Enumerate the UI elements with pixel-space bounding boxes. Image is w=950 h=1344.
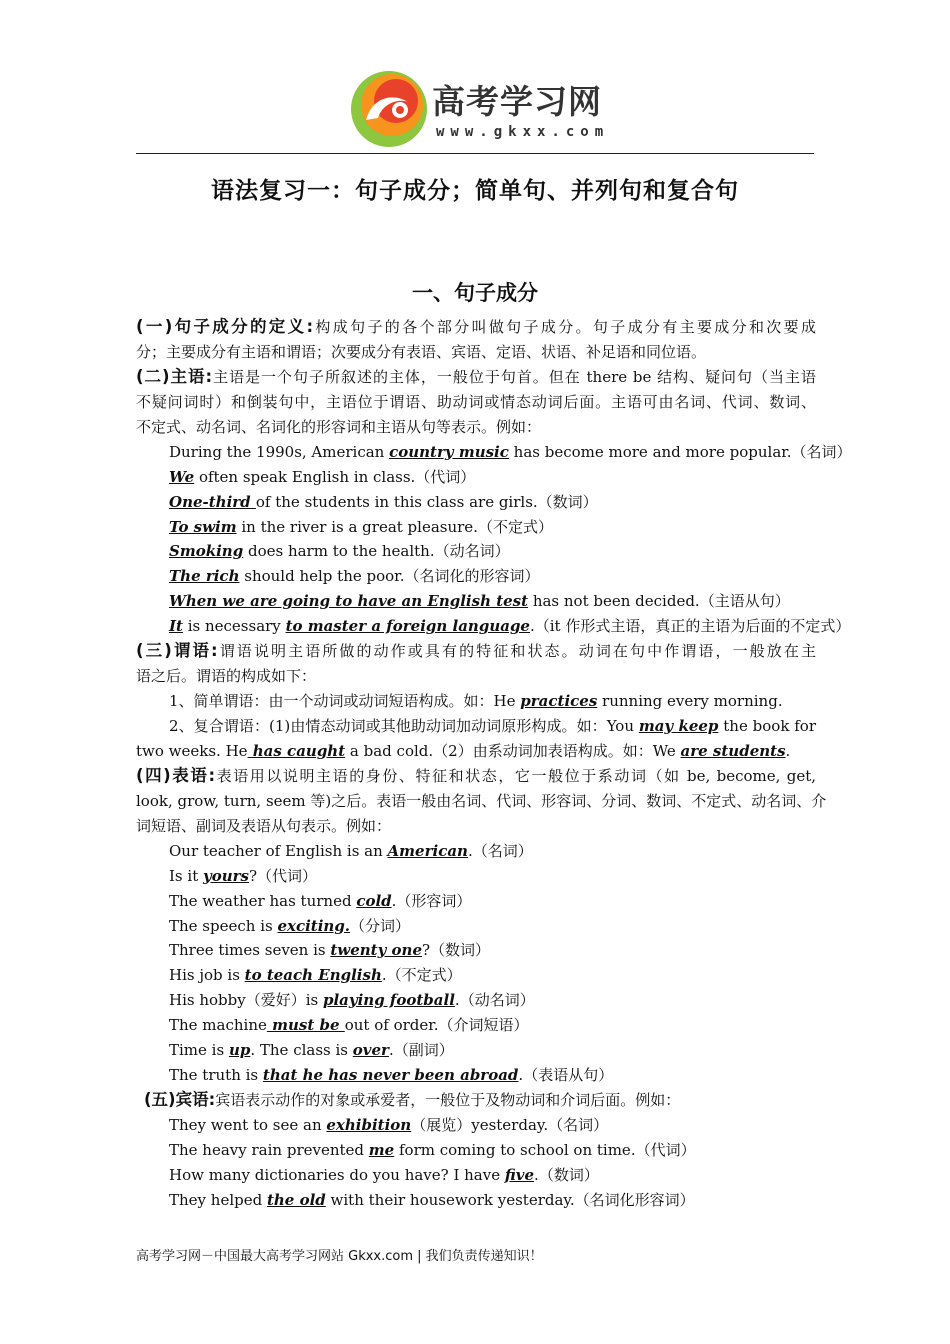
example-text: Our teacher of English is an bbox=[169, 841, 388, 860]
predicate-point bbox=[136, 689, 816, 714]
example-text: His hobby（爱好）is bbox=[169, 991, 323, 1010]
paragraph-text: the book for bbox=[718, 717, 816, 735]
logo-url: www.gkxx.com bbox=[436, 124, 610, 140]
paragraph-text: 2、复合谓语：(1)由情态动词或其他助动词加动词原形构成。如：You bbox=[169, 717, 639, 735]
example-text: The heavy rain prevented bbox=[169, 1140, 369, 1159]
example-sentence bbox=[136, 864, 816, 889]
example-highlight: One-third bbox=[169, 492, 256, 511]
example-text: .（形容词） bbox=[391, 891, 472, 910]
example-text: has become more and more popular.（名词） bbox=[508, 442, 852, 461]
example-sentence bbox=[136, 564, 816, 589]
heading-subject: (二)主语: bbox=[136, 366, 213, 386]
example-highlight: cold bbox=[356, 891, 392, 910]
example-text: His job is bbox=[169, 966, 245, 985]
paragraph-text: 不疑问词时）和倒装句中，主语位于谓语、助动词或情态动词后面。主语可由名词、代词、数词、 bbox=[136, 392, 816, 411]
site-logo bbox=[348, 68, 618, 150]
header-divider bbox=[136, 153, 814, 154]
example-highlight: Smoking bbox=[169, 542, 244, 561]
example-text: The truth is bbox=[169, 1066, 263, 1085]
example-highlight: over bbox=[352, 1041, 389, 1060]
example-text: Is it bbox=[169, 866, 203, 885]
example-highlight: must be bbox=[266, 1016, 345, 1035]
example-highlight: to teach English bbox=[244, 966, 382, 985]
example-highlight: me bbox=[368, 1140, 395, 1159]
page-footer: 高考学习网－中国最大高考学习网站 Gkxx.com | 我们负责传递知识！ bbox=[136, 1249, 543, 1264]
predicate-paragraph-line bbox=[136, 664, 816, 689]
example-sentence bbox=[136, 614, 851, 639]
example-highlight: yours bbox=[202, 866, 249, 885]
predicative-paragraph-line bbox=[136, 764, 816, 789]
document-title: 语法复习一：句子成分；简单句、并列句和复合句 bbox=[211, 177, 739, 204]
paragraph-text: 1、简单谓语：由一个动词或动词短语构成。如：He bbox=[169, 692, 521, 711]
example-text: Time is bbox=[169, 1041, 229, 1060]
example-sentence bbox=[136, 1163, 816, 1188]
example-sentence bbox=[136, 515, 816, 540]
example-highlight: playing football bbox=[322, 991, 455, 1010]
paragraph-text: 语之后。谓语的构成如下： bbox=[136, 667, 317, 686]
example-text: has not been decided.（主语从句） bbox=[528, 592, 790, 611]
example-highlight: American bbox=[387, 841, 468, 860]
paragraph-text: 表语用以说明主语的身份、特征和状态，它一般位于系动词（如 be, become, get, bbox=[215, 766, 816, 785]
example-highlight: It bbox=[169, 617, 183, 636]
paragraph-text: 主语是一个句子所叙述的主体，一般位于句首。但在 there be 结构、疑问句（当主语 bbox=[212, 367, 816, 386]
predicate-paragraph-line bbox=[136, 639, 816, 664]
example-highlight: When we are going to have an English test bbox=[169, 592, 529, 611]
predicative-paragraph-line bbox=[136, 789, 827, 814]
example-text: ?（代词） bbox=[248, 866, 318, 885]
definition-paragraph-line bbox=[136, 315, 816, 340]
paragraph-text: a bad cold.（2）由系动词加表语构成。如：We bbox=[345, 741, 681, 760]
example-highlight: five bbox=[504, 1165, 535, 1184]
paragraph-text: 谓语说明主语所做的动作或具有的特征和状态。动词在句中作谓语，一般放在主 bbox=[217, 642, 816, 661]
example-highlight: that he has never been abroad bbox=[262, 1066, 519, 1085]
example-highlight: exhibition bbox=[326, 1116, 412, 1134]
example-text: often speak English in class.（代词） bbox=[194, 467, 476, 486]
example-text: form coming to school on time.（代词） bbox=[394, 1140, 696, 1159]
example-sentence bbox=[136, 889, 816, 914]
example-highlight: the old bbox=[266, 1190, 326, 1209]
example-sentence bbox=[136, 465, 816, 490]
example-text: The machine bbox=[169, 1016, 267, 1035]
paragraph-text: 不定式、动名词、名词化的形容词和主语从句等表示。例如： bbox=[136, 417, 542, 436]
heading-definition: (一)句子成分的定义: bbox=[136, 317, 314, 336]
paragraph-text: 分；主要成分有主语和谓语；次要成分有表语、宾语、定语、状语、补足语和同位语。 bbox=[136, 342, 707, 361]
example-sentence bbox=[136, 490, 816, 515]
example-sentence bbox=[136, 589, 816, 614]
example-sentence bbox=[136, 1138, 816, 1163]
example-text: （分词） bbox=[350, 916, 411, 935]
paragraph-text: 构成句子的各个部分叫做句子成分。句子成分有主要成分和次要成 bbox=[313, 318, 816, 336]
example-text: They helped bbox=[169, 1190, 267, 1209]
example-text: During the 1990s, American bbox=[169, 442, 390, 461]
example-sentence bbox=[136, 1013, 816, 1038]
paragraph-text: running every morning. bbox=[597, 692, 783, 711]
example-highlight: practices bbox=[520, 692, 598, 711]
heading-predicate: (三)谓语: bbox=[136, 641, 218, 661]
example-text: of the students in this class are girls.（数词） bbox=[255, 492, 598, 511]
example-text: .（动名词） bbox=[454, 991, 535, 1010]
example-sentence bbox=[136, 914, 816, 939]
example-sentence bbox=[136, 1038, 816, 1063]
example-highlight: twenty one bbox=[330, 941, 422, 960]
subject-paragraph-line bbox=[136, 365, 816, 390]
predicate-point bbox=[136, 714, 816, 739]
example-highlight: are students bbox=[680, 741, 786, 760]
heading-predicative: (四)表语: bbox=[136, 765, 216, 785]
example-highlight: We bbox=[169, 467, 195, 486]
paragraph-text: 词短语、副词及表语从句表示。例如： bbox=[136, 816, 392, 835]
subject-paragraph-line bbox=[136, 415, 816, 440]
example-text: with their housework yesterday.（名词化形容词） bbox=[325, 1190, 695, 1209]
definition-paragraph-line bbox=[136, 340, 816, 365]
example-sentence bbox=[136, 839, 816, 864]
example-sentence bbox=[136, 988, 816, 1013]
example-text: They went to see an bbox=[169, 1116, 327, 1134]
example-text: How many dictionaries do you have? I have bbox=[169, 1165, 505, 1184]
example-sentence bbox=[136, 938, 816, 963]
example-text: .（表语从句） bbox=[518, 1066, 614, 1085]
example-text: .（名词） bbox=[467, 841, 533, 860]
example-sentence bbox=[136, 963, 816, 988]
paragraph-text: two weeks. He bbox=[136, 741, 248, 760]
section-title: 一、句子成分 bbox=[412, 281, 538, 305]
logo-emblem-icon bbox=[348, 68, 430, 150]
example-highlight: country music bbox=[389, 442, 509, 461]
example-text: .（不定式） bbox=[381, 966, 462, 985]
example-text: （展览）yesterday.（名词） bbox=[411, 1116, 609, 1134]
example-text: .（it 作形式主语，真正的主语为后面的不定式） bbox=[529, 617, 851, 636]
example-text: Three times seven is bbox=[169, 941, 331, 960]
paragraph-text: look, grow, turn, seem 等)之后。表语一般由名词、代词、形容词、分词、数词、不定式、动名词、介 bbox=[136, 791, 827, 810]
example-sentence bbox=[136, 539, 816, 564]
heading-object: (五)宾语: bbox=[144, 1090, 216, 1110]
example-text: .（数词） bbox=[534, 1165, 599, 1184]
example-highlight: to master a foreign language bbox=[285, 617, 530, 636]
example-highlight: To swim bbox=[169, 517, 237, 536]
example-sentence bbox=[136, 1113, 816, 1138]
example-highlight: has caught bbox=[247, 741, 346, 760]
object-paragraph-line bbox=[136, 1088, 816, 1113]
example-sentence bbox=[136, 1063, 816, 1088]
example-text: is necessary bbox=[182, 617, 286, 636]
example-text: . The class is bbox=[250, 1041, 353, 1060]
predicative-paragraph-line bbox=[136, 814, 816, 839]
example-text: The speech is bbox=[169, 916, 278, 935]
example-text: The weather has turned bbox=[169, 891, 357, 910]
example-highlight: The rich bbox=[169, 567, 240, 586]
paragraph-text: 宾语表示动作的对象或承爱者，一般位于及物动词和介词后面。例如： bbox=[215, 1091, 681, 1110]
example-text: does harm to the health.（动名词） bbox=[243, 542, 510, 561]
subject-paragraph-line bbox=[136, 390, 816, 415]
example-highlight: may keep bbox=[638, 717, 719, 735]
example-text: .（副词） bbox=[388, 1041, 454, 1060]
paragraph-text: . bbox=[785, 741, 791, 760]
example-text: out of order.（介词短语） bbox=[344, 1016, 529, 1035]
logo-title: 高考学习网 bbox=[432, 82, 602, 121]
example-highlight: exciting. bbox=[277, 916, 351, 935]
example-highlight: up bbox=[228, 1041, 251, 1060]
example-text: ?（数词） bbox=[422, 941, 491, 960]
predicate-point bbox=[136, 739, 816, 764]
example-text: in the river is a great pleasure.（不定式） bbox=[236, 517, 553, 536]
example-sentence bbox=[136, 1188, 816, 1213]
example-text: should help the poor.（名词化的形容词） bbox=[239, 567, 540, 586]
document-body bbox=[136, 315, 852, 1213]
page-header bbox=[136, 60, 814, 154]
example-sentence bbox=[136, 440, 852, 465]
